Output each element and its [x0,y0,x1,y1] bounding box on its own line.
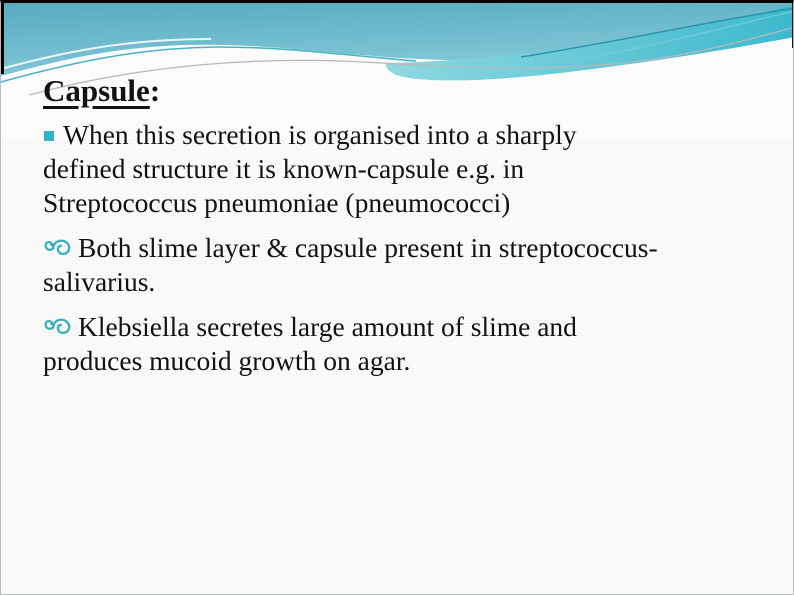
scroll-bullet-icon [43,238,76,259]
square-bullet-icon [43,130,55,142]
slide-content [1,3,793,378]
bullet-text-line: salivarius. [43,266,156,297]
bullet-text-line: Streptococcus pneumoniae (pneumococci) [43,187,511,218]
bullet-paragraph [43,118,753,220]
slide-title [43,73,753,109]
bullet-paragraph [43,231,753,299]
bullet-text-line: When this secretion is organised into a sharply [63,119,577,150]
bullet-text-line: defined structure it is known-capsule e.g. in [43,153,525,184]
bullet-paragraph [43,310,753,378]
slide-title-colon: : [149,73,161,108]
slide-title-word: Capsule [43,73,150,108]
bullet-text-line: Both slime layer & capsule present in streptococcus- [78,232,658,263]
bullet-text-line: produces mucoid growth on agar. [43,345,411,376]
bullet-text-line: Klebsiella secretes large amount of slime and [78,311,577,342]
scroll-bullet-icon [43,317,76,338]
